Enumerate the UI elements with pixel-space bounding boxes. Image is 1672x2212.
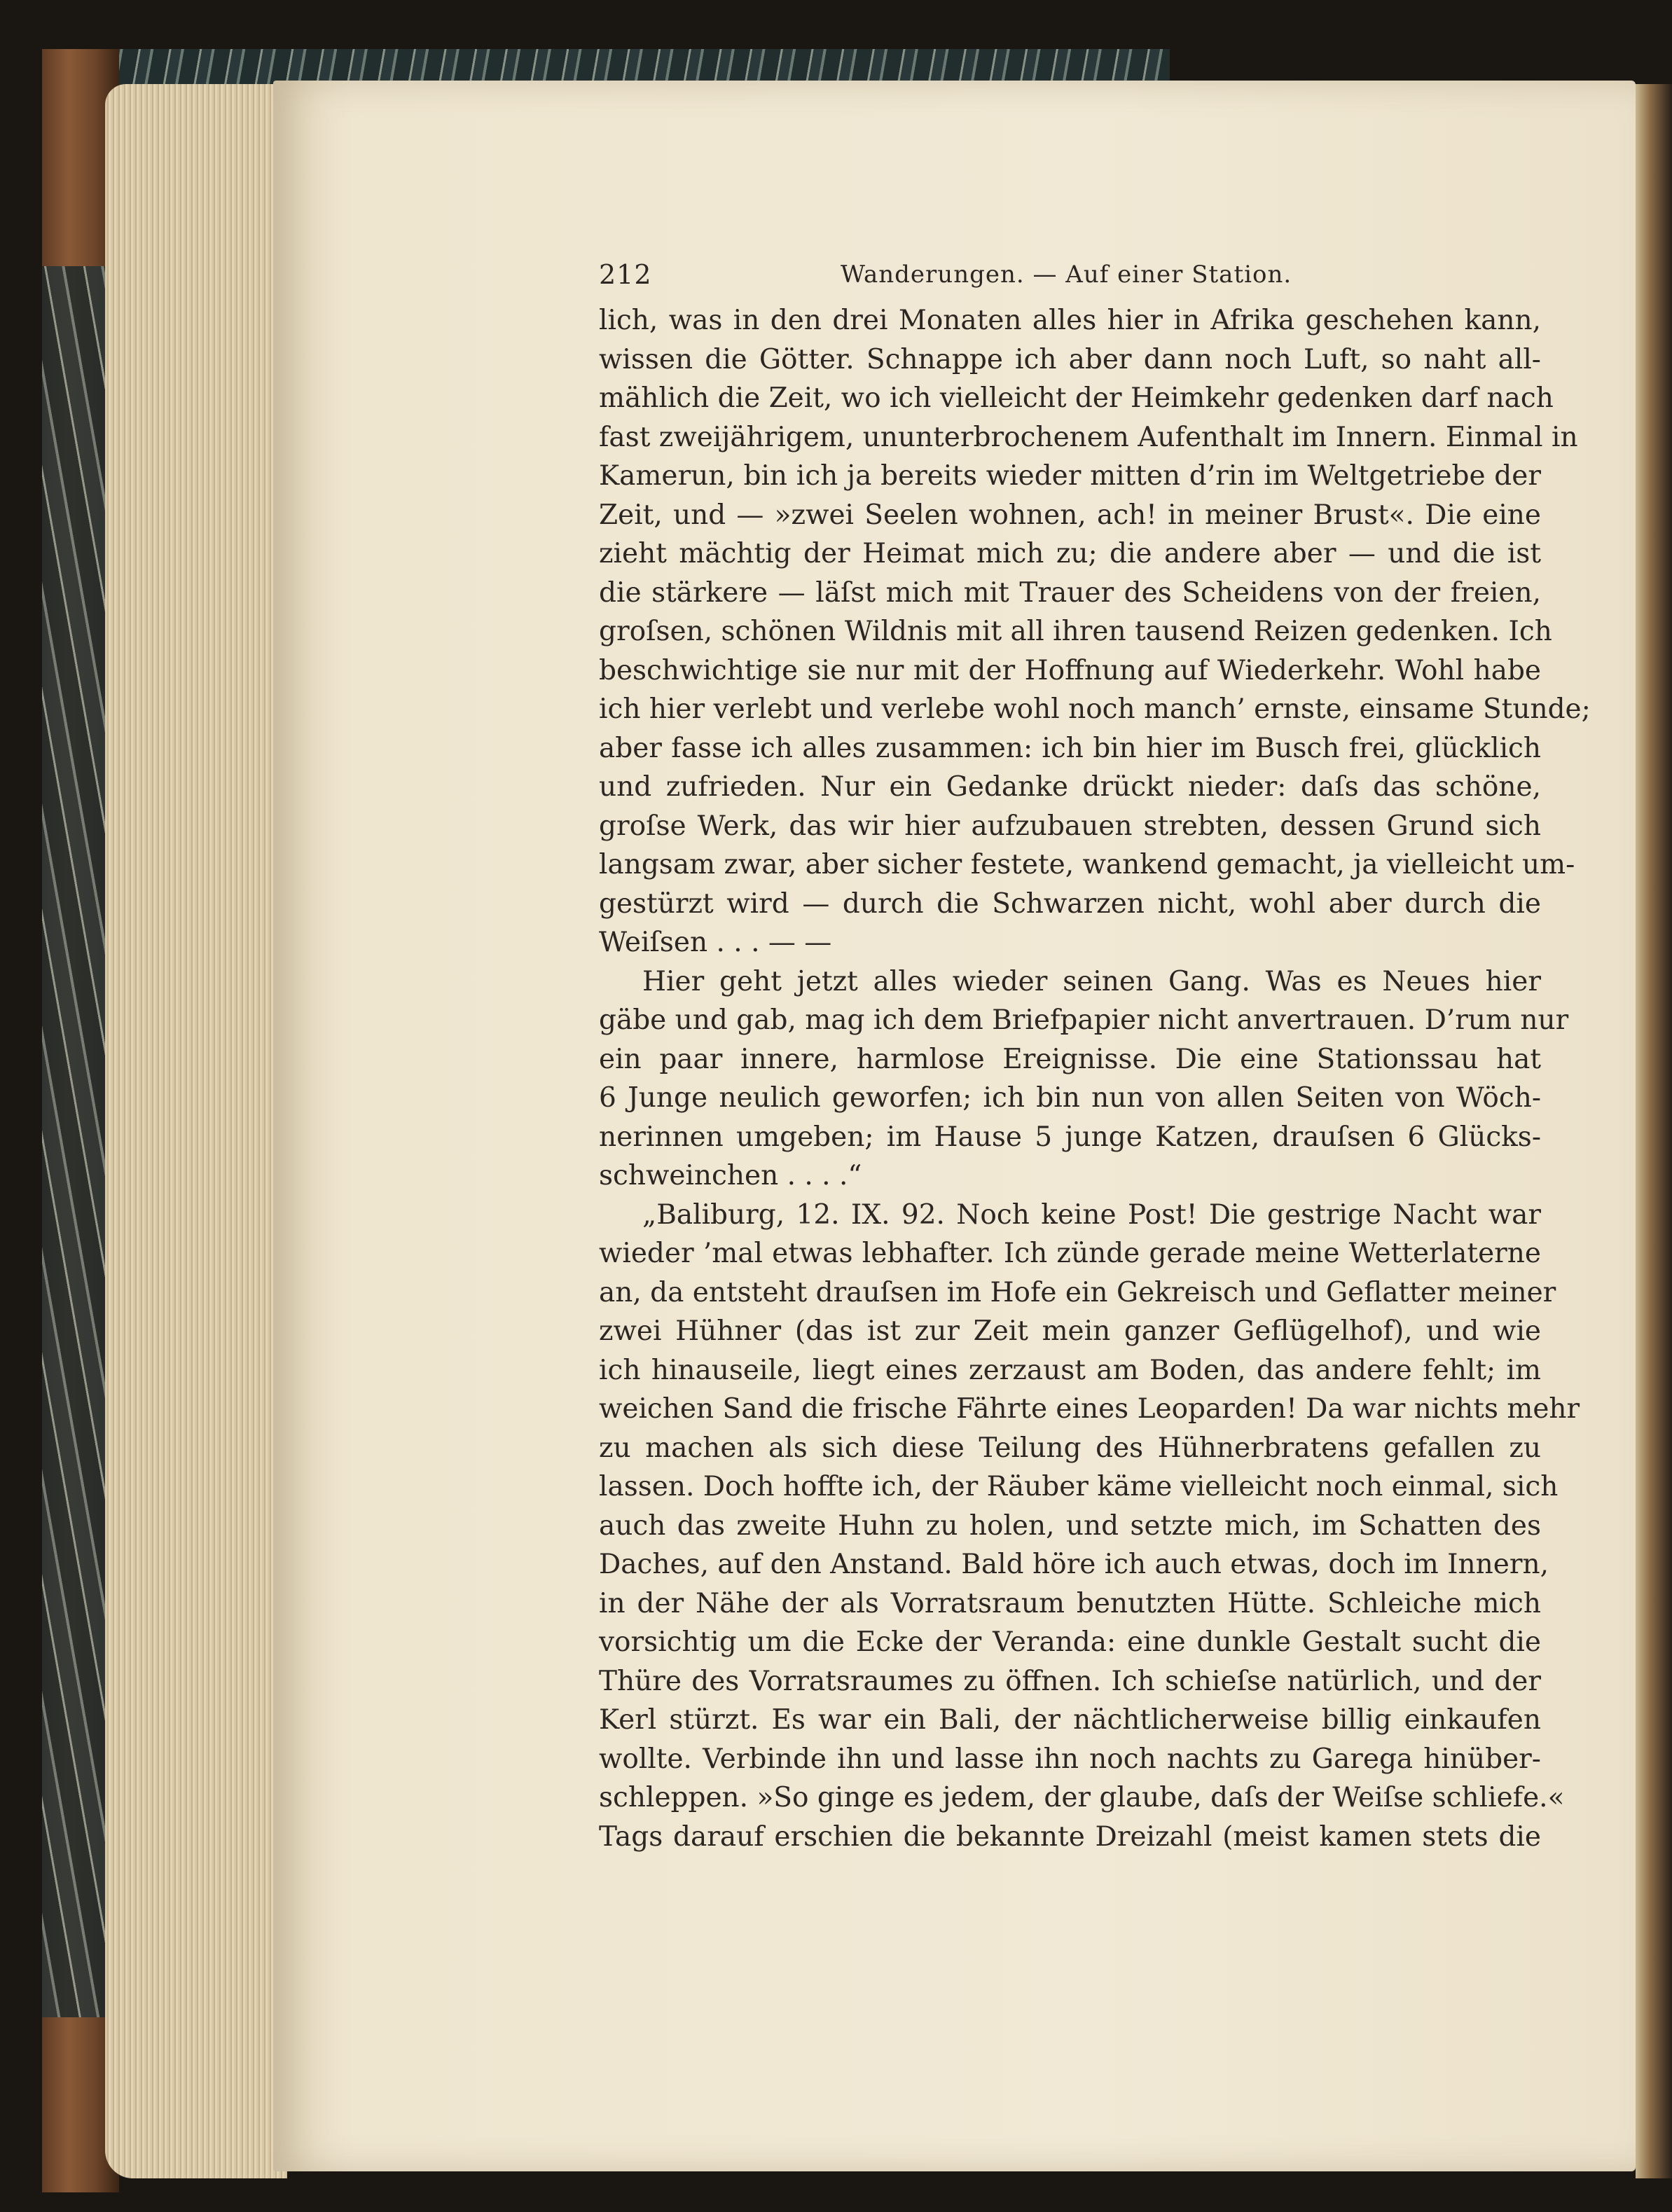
text-line: zieht mächtig der Heimat mich zu; die andere aber — und die ist	[599, 538, 1541, 569]
text-line: Kamerun, bin ich ja bereits wieder mitten d’rin im Weltgetriebe der	[599, 460, 1541, 492]
text-line: wollte. Verbinde ihn und lasse ihn noch nachts zu Garega hinüber-	[599, 1743, 1541, 1775]
text-line: die stärkere — läſst mich mit Trauer des Scheidens von der freien,	[599, 576, 1541, 609]
text-line: groſsen, schönen Wildnis mit all ihren tausend Reizen gedenken. Ich	[599, 616, 1552, 647]
text-line: zu machen als sich diese Teilung des Hühnerbratens gefallen zu	[599, 1432, 1541, 1464]
text-line: gäbe und gab, mag ich dem Briefpapier nicht anvertrauen. D’rum nur	[599, 1004, 1569, 1036]
text-line: „Baliburg, 12. IX. 92. Noch keine Post! Die gestrige Nacht war	[642, 1198, 1541, 1231]
text-line: zwei Hühner (das ist zur Zeit mein ganzer Geflügelhof), und wie	[599, 1315, 1541, 1347]
text-line: schweinchen . . . .“	[599, 1160, 862, 1191]
text-line: an, da entsteht drauſsen im Hofe ein Gekreisch und Geflatter meiner	[599, 1276, 1556, 1308]
text-line: fast zweijährigem, ununterbrochenem Aufenthalt im Innern. Einmal in	[599, 421, 1578, 453]
text-line: nerinnen umgeben; im Hause 5 junge Katzen, drauſsen 6 Glücks-	[599, 1121, 1541, 1153]
page-number: 212	[599, 259, 652, 290]
text-line: wieder ’mal etwas lebhafter. Ich zünde gerade meine Wetterlaterne	[599, 1238, 1541, 1269]
text-line: auch das zweite Huhn zu holen, und setzte mich, im Schatten des	[599, 1509, 1541, 1542]
text-line: schleppen. »So ginge es jedem, der glaube, daſs der Weiſse schliefe.«	[599, 1782, 1565, 1813]
page-edge-stack	[105, 84, 287, 2178]
text-line: Zeit, und — »zwei Seelen wohnen, ach! in meiner Brust«. Die eine	[599, 499, 1541, 531]
text-line: lich, was in den drei Monaten alles hier in Afrika geschehen kann,	[599, 305, 1541, 336]
text-line: langsam zwar, aber sicher festete, wankend gemacht, ja vielleicht um-	[599, 849, 1575, 880]
running-title: Wanderungen. — Auf einer Station.	[841, 261, 1292, 289]
text-line: beschwichtige sie nur mit der Hoffnung auf Wiederkehr. Wohl habe	[599, 654, 1541, 686]
text-line: aber fasse ich alles zusammen: ich bin hier im Busch frei, glücklich	[599, 732, 1541, 764]
text-line: Hier geht jetzt alles wieder seinen Gang. Was es Neues hier	[642, 965, 1541, 997]
text-line: groſse Werk, das wir hier aufzubauen strebten, dessen Grund sich	[599, 810, 1541, 842]
text-line: in der Nähe der als Vorratsraum benutzten Hütte. Schleiche mich	[599, 1587, 1541, 1619]
text-line: lassen. Doch hoffte ich, der Räuber käme vielleicht noch einmal, sich	[599, 1471, 1559, 1502]
text-line: weichen Sand die frische Fährte eines Leoparden! Da war nichts mehr	[599, 1393, 1580, 1425]
text-line: Kerl stürzt. Es war ein Bali, der nächtlicherweise billig einkaufen	[599, 1704, 1541, 1736]
text-line: ein paar innere, harmlose Ereignisse. Die eine Stationssau hat	[599, 1043, 1541, 1075]
text-line: Weiſsen . . . — —	[599, 927, 832, 958]
text-line: Thüre des Vorratsraumes zu öffnen. Ich schieſse natürlich, und der	[599, 1665, 1541, 1697]
text-line: ich hinauseile, liegt eines zerzaust am Boden, das andere fehlt; im	[599, 1354, 1541, 1386]
text-line: vorsichtig um die Ecke der Veranda: eine dunkle Gestalt sucht die	[599, 1626, 1541, 1658]
text-line: ich hier verlebt und verlebe wohl noch manch’ ernste, einsame Stunde;	[599, 693, 1591, 725]
cover-right-edge	[1636, 84, 1672, 2178]
text-line: 6 Junge neulich geworfen; ich bin nun von allen Seiten von Wöch-	[599, 1082, 1541, 1114]
text-line: Daches, auf den Anstand. Bald höre ich auch etwas, doch im Innern,	[599, 1549, 1549, 1580]
text-line: mählich die Zeit, wo ich vielleicht der Heimkehr gedenken darf nach	[599, 382, 1554, 414]
text-line: Tags darauf erschien die bekannte Dreizahl (meist kamen stets die	[599, 1820, 1541, 1853]
text-line: gestürzt wird — durch die Schwarzen nicht, wohl aber durch die	[599, 887, 1541, 920]
running-head	[599, 259, 1541, 301]
text-line: wissen die Götter. Schnappe ich aber dann noch Luft, so naht all-	[599, 343, 1541, 375]
marbled-cover-left-edge	[42, 266, 105, 2017]
text-block	[599, 259, 1591, 1856]
text-line: und zufrieden. Nur ein Gedanke drückt nieder: daſs das schöne,	[599, 771, 1541, 803]
